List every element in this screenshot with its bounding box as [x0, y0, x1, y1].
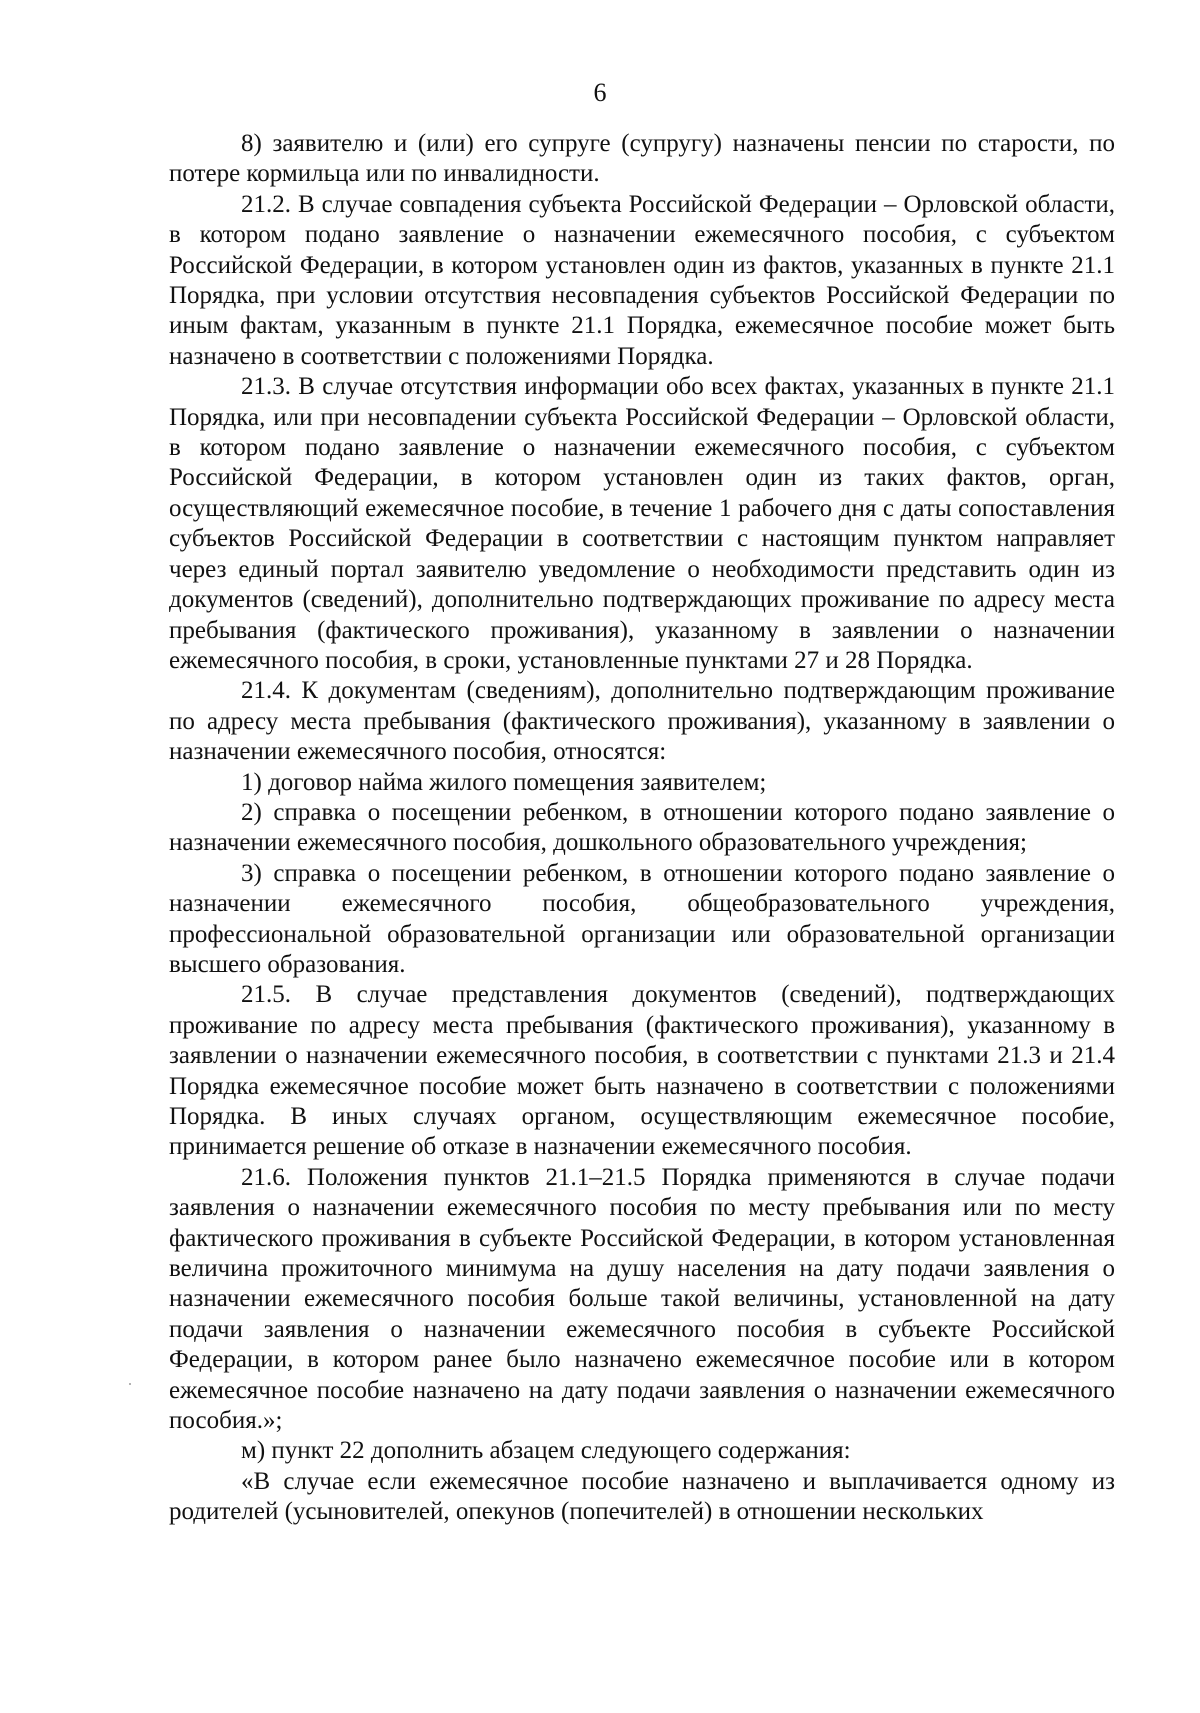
paragraph-21-4: 21.4. К документам (сведениям), дополнительно подтверждающим проживание по адресу места пребывания (фактического проживания), указанному в заявлении о назначении ежемесячного пособия, относятся: [169, 677, 1115, 766]
list-item-3: 3) справка о посещении ребенком, в отношении которого подано заявление о назначении ежемесячного пособия, общеобразовательного учреждения, профессиональной образовательной организации или образовательной организации высшего образования. [169, 859, 1115, 978]
paragraph-21-3: 21.3. В случае отсутствия информации обо всех фактах, указанных в пункте 21.1 Порядка, или при несовпадении субъекта Российской Федерации – Орловской области, в котором подано заявление о назначении ежемесячного пособия, с субъектом Российской Федерации, в котором установлен один из таких фактов, орган, осуществляющий ежемесячное пособие, в течение 1 рабочего дня с даты сопоставления субъектов Российской Федерации в соответствии с настоящим пунктом направляет через единый портал заявителю уведомление о необходимости представить один из документов (сведений), дополнительно подтверждающих проживание по адресу места пребывания (фактического проживания), указанному в заявлении о назначении ежемесячного пособия, в сроки, установленные пунктами 27 и 28 Порядка. [169, 373, 1115, 674]
list-item-2: 2) справка о посещении ребенком, в отношении которого подано заявление о назначении ежемесячного пособия, дошкольного образовательного учреждения; [169, 798, 1115, 857]
list-item-1: 1) договор найма жилого помещения заявителем; [241, 768, 767, 796]
paragraph-21-2: 21.2. В случае совпадения субъекта Российской Федерации – Орловской области, в котором подано заявление о назначении ежемесячного пособия, с субъектом Российской Федерации, в котором установлен один из фактов, указанных в пункте 21.1 Порядка, при условии отсутствия несовпадения субъектов Российской Федерации по иным фактам, указанным в пункте 21.1 Порядка, ежемесячное пособие может быть назначено в соответствии с положениями Порядка. [169, 190, 1115, 370]
page-number: 6 [593, 78, 607, 107]
document-body [169, 129, 1115, 1528]
scan-speck [129, 1383, 131, 1385]
paragraph-quote-start: «В случае если ежемесячное пособие назначено и выплачивается одному из родителей (усыновителей, опекунов (попечителей) в отношении нескольких [169, 1467, 1115, 1526]
paragraph-m: м) пункт 22 дополнить абзацем следующего содержания: [241, 1437, 851, 1465]
paragraph-21-6: 21.6. Положения пунктов 21.1–21.5 Порядка применяются в случае подачи заявления о назначении ежемесячного пособия по месту пребывания или по месту фактического проживания в субъекте Российской Федерации, в котором установленная величина прожиточного минимума на душу населения на дату подачи заявления о назначении ежемесячного пособия больше такой величины, установленной на дату подачи заявления о назначении ежемесячного пособия в субъекте Российской Федерации, в котором ранее было назначено ежемесячное пособие или в котором ежемесячное пособие назначено на дату подачи заявления о назначении ежемесячного пособия.»; [169, 1163, 1115, 1435]
paragraph-21-5: 21.5. В случае представления документов (сведений), подтверждающих проживание по адресу места пребывания (фактического проживания), указанному в заявлении о назначении ежемесячного пособия, в соответствии с пунктами 21.3 и 21.4 Порядка ежемесячное пособие может быть назначено в соответствии с положениями Порядка. В иных случаях органом, осуществляющим ежемесячное пособие, принимается решение об отказе в назначении ежемесячного пособия. [169, 981, 1115, 1161]
paragraph-item-8: 8) заявителю и (или) его супруге (супругу) назначены пенсии по старости, по потере кормильца или по инвалидности. [169, 130, 1115, 188]
